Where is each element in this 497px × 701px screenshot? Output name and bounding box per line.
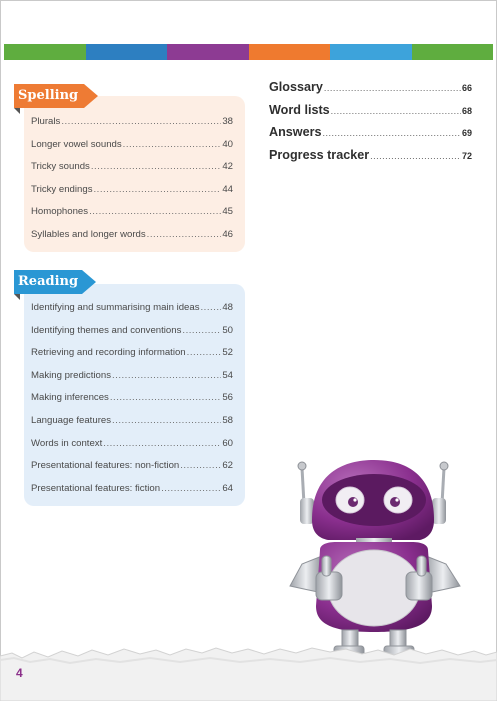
dot-leader	[112, 415, 221, 426]
dot-leader	[112, 370, 221, 381]
toc-entry-label: Progress tracker	[269, 147, 370, 162]
dot-leader	[324, 83, 461, 93]
toc-entry-page: 56	[222, 392, 233, 404]
toc-entry-page: 46	[222, 228, 233, 240]
color-segment	[249, 44, 331, 60]
toc-entry-page: 50	[222, 324, 233, 336]
torn-paper-edge	[0, 640, 497, 701]
toc-entry-label: Word lists	[269, 102, 330, 117]
toc-entry[interactable]	[269, 80, 472, 103]
banner-tail	[82, 270, 96, 294]
banner-fold	[14, 108, 20, 114]
spelling-banner	[14, 84, 84, 108]
dot-leader	[61, 116, 221, 127]
toc-entry-page: 40	[222, 138, 233, 150]
toc-entry[interactable]	[31, 229, 233, 252]
dot-leader	[110, 392, 221, 403]
toc-entry-page: 52	[222, 347, 233, 359]
spelling-toc-list	[31, 116, 233, 252]
toc-entry[interactable]	[269, 103, 472, 126]
toc-entry-label: Syllables and longer words	[31, 228, 146, 240]
dot-leader	[201, 302, 222, 313]
toc-entry[interactable]	[31, 139, 233, 162]
toc-entry-label: Presentational features: fiction	[31, 482, 161, 494]
toc-entry[interactable]	[31, 347, 233, 370]
toc-entry-label: Language features	[31, 414, 112, 426]
toc-entry-page: 62	[222, 460, 233, 472]
toc-entry[interactable]	[31, 302, 233, 325]
antenna-right	[440, 462, 448, 504]
toc-entry-label: Answers	[269, 125, 322, 140]
dot-leader	[91, 161, 222, 172]
toc-entry-label: Homophones	[31, 206, 89, 218]
toc-entry[interactable]	[31, 460, 233, 483]
page-number: 4	[16, 666, 23, 680]
dot-leader	[89, 206, 221, 217]
ear-right	[432, 498, 446, 524]
toc-entry-page: 42	[222, 161, 233, 173]
toc-entry-label: Plurals	[31, 116, 61, 127]
toc-entry-label: Identifying themes and conventions	[31, 324, 182, 336]
antenna-left	[298, 462, 306, 504]
color-segment	[167, 44, 249, 60]
dot-leader	[331, 106, 461, 116]
toc-entry[interactable]	[31, 438, 233, 461]
toc-entry[interactable]	[31, 184, 233, 207]
toc-entry-label: Making inferences	[31, 392, 109, 404]
toc-entry-page: 38	[222, 116, 233, 127]
color-segment	[86, 44, 168, 60]
banner-fold	[14, 294, 20, 300]
dot-leader	[147, 229, 222, 240]
toc-entry[interactable]	[31, 370, 233, 393]
toc-entry[interactable]	[31, 483, 233, 506]
dot-leader	[323, 128, 461, 138]
toc-entry[interactable]	[31, 415, 233, 438]
ear-left	[300, 498, 314, 524]
toc-entry-page: 58	[222, 414, 233, 426]
dot-leader	[103, 438, 221, 449]
toc-entry-page: 64	[222, 482, 233, 494]
dot-leader	[161, 483, 221, 494]
dot-leader	[182, 325, 221, 336]
toc-entry-page: 60	[222, 437, 233, 449]
toc-entry[interactable]	[31, 392, 233, 415]
toc-entry-page: 68	[461, 105, 472, 116]
banner-tail	[84, 84, 98, 108]
dot-leader	[180, 460, 221, 471]
toc-entry-label: Retrieving and recording information	[31, 347, 186, 359]
toc-entry-page: 48	[222, 302, 233, 313]
toc-entry[interactable]	[269, 125, 472, 148]
back-matter-toc-list	[269, 80, 472, 170]
toc-entry-label: Making predictions	[31, 369, 111, 381]
robot-illustration	[282, 446, 466, 660]
color-segment	[412, 44, 494, 60]
toc-entry[interactable]	[31, 161, 233, 184]
toc-entry-label: Words in context	[31, 437, 103, 449]
toc-entry-label: Tricky sounds	[31, 161, 90, 173]
toc-entry[interactable]	[31, 116, 233, 139]
toc-entry-page: 69	[461, 128, 472, 139]
toc-entry-label: Identifying and summarising main ideas	[31, 302, 200, 313]
robot-eye-left	[336, 487, 364, 513]
dot-leader	[370, 151, 461, 161]
reading-title: Reading	[18, 274, 79, 289]
dot-leader	[187, 347, 222, 358]
color-bar	[4, 44, 493, 60]
dot-leader	[94, 184, 222, 195]
toc-entry-label: Glossary	[269, 80, 323, 94]
toc-entry[interactable]	[31, 206, 233, 229]
reading-toc-list	[31, 302, 233, 505]
reading-banner	[14, 270, 82, 294]
toc-entry-page: 54	[222, 369, 233, 381]
toc-entry[interactable]	[269, 148, 472, 171]
toc-entry-label: Presentational features: non-fiction	[31, 460, 180, 472]
color-segment	[330, 44, 412, 60]
toc-entry-label: Longer vowel sounds	[31, 138, 122, 150]
color-segment	[4, 44, 86, 60]
toc-entry-page: 45	[222, 206, 233, 218]
dot-leader	[123, 139, 222, 150]
toc-entry[interactable]	[31, 325, 233, 348]
toc-entry-page: 72	[461, 150, 472, 161]
toc-entry-page: 44	[222, 183, 233, 195]
toc-entry-label: Tricky endings	[31, 183, 93, 195]
robot-eye-right	[384, 487, 412, 513]
spelling-title: Spelling	[18, 88, 79, 103]
toc-entry-page: 66	[461, 83, 472, 93]
